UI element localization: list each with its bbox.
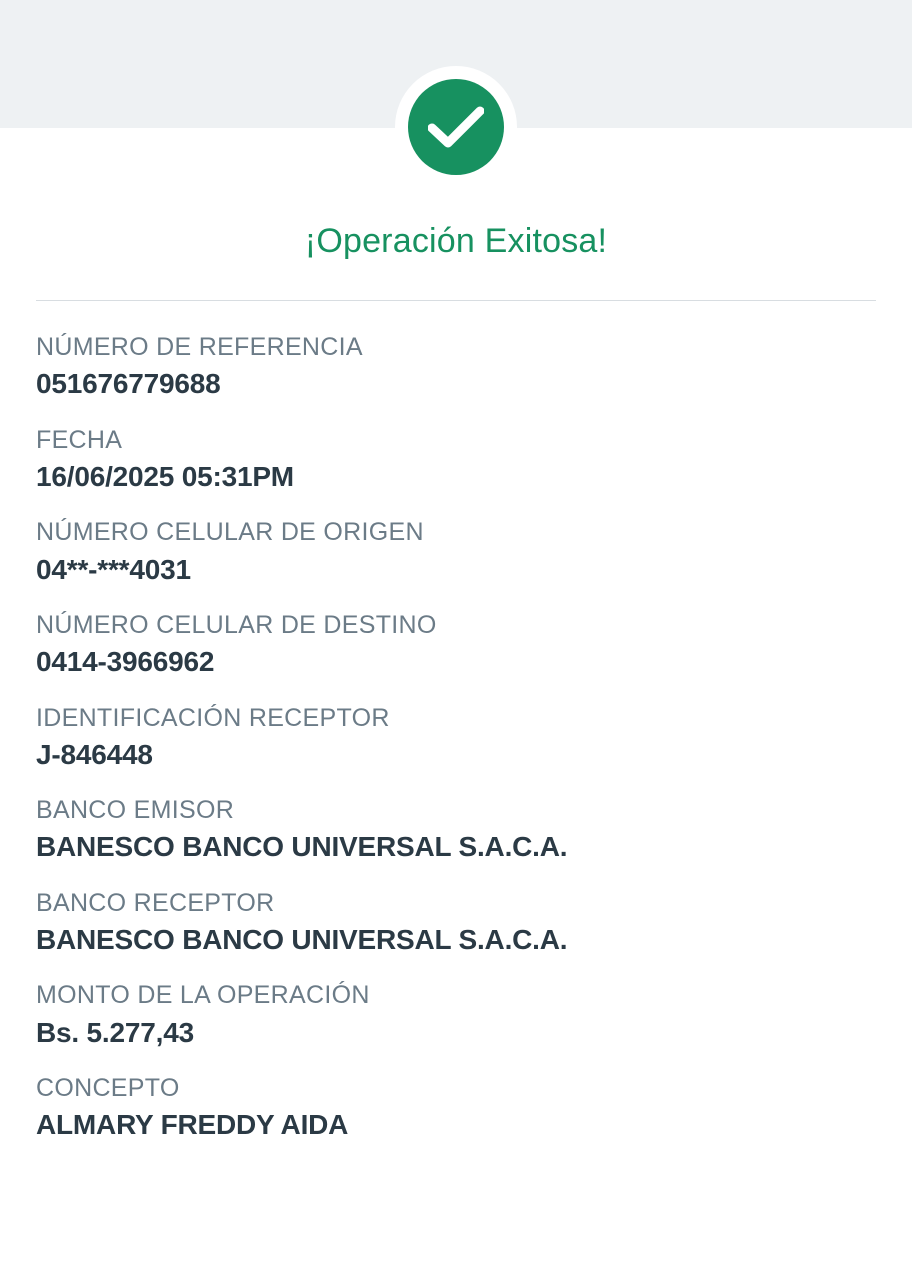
- field-label: BANCO EMISOR: [36, 796, 235, 825]
- field-value: BANESCO BANCO UNIVERSAL S.A.C.A.: [36, 924, 568, 956]
- success-badge: [395, 66, 517, 188]
- field-value: 0414-3966962: [36, 646, 215, 678]
- field-label: NÚMERO DE REFERENCIA: [36, 333, 363, 361]
- field-monto-de-la-operacion: [36, 980, 882, 1051]
- field-value: 051676779688: [36, 368, 221, 400]
- field-label: FECHA: [36, 425, 123, 454]
- field-banco-emisor: [36, 795, 882, 866]
- field-value: Bs. 5.277,43: [36, 1016, 194, 1048]
- field-banco-receptor: [36, 888, 882, 959]
- field-label: CONCEPTO: [36, 1074, 180, 1103]
- receipt-details: [36, 332, 882, 1166]
- field-numero-celular-de-destino: [36, 610, 882, 681]
- field-label: NÚMERO CELULAR DE ORIGEN: [36, 518, 424, 547]
- section-divider: [36, 300, 876, 301]
- field-label: MONTO DE LA OPERACIÓN: [36, 981, 370, 1010]
- field-value: BANESCO BANCO UNIVERSAL S.A.C.A.: [36, 831, 568, 863]
- field-fecha: [36, 425, 882, 496]
- field-numero-de-referencia: [36, 332, 882, 403]
- field-label: NÚMERO CELULAR DE DESTINO: [36, 610, 437, 639]
- field-label: IDENTIFICACIÓN RECEPTOR: [36, 703, 390, 732]
- field-concepto: [36, 1073, 882, 1144]
- success-title: ¡Operación Exitosa!: [304, 222, 608, 260]
- field-value: 04**-***4031: [36, 553, 191, 585]
- field-numero-celular-de-origen: [36, 517, 882, 588]
- field-label: BANCO RECEPTOR: [36, 888, 275, 917]
- field-value: ALMARY FREDDY AIDA: [36, 1109, 349, 1141]
- field-identificacion-receptor: [36, 703, 882, 774]
- field-value: J-846448: [36, 738, 153, 770]
- field-value: 16/06/2025 05:31PM: [36, 460, 294, 492]
- check-circle-icon: [408, 79, 504, 175]
